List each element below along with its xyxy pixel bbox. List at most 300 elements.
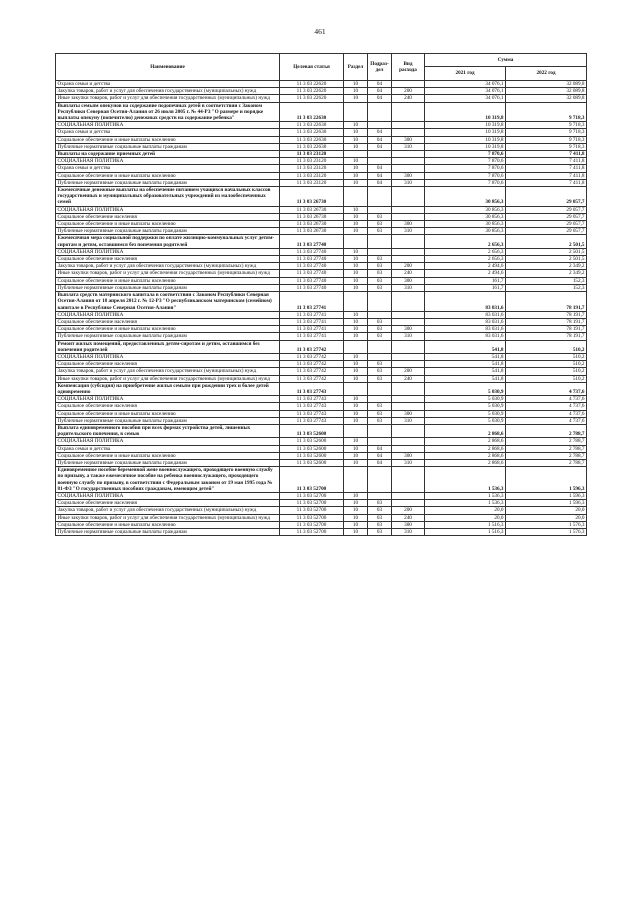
table-row bbox=[56, 417, 587, 424]
row-section: 10 bbox=[344, 514, 368, 521]
row-subsection: 03 bbox=[368, 213, 392, 220]
row-subsection: 04 bbox=[368, 129, 392, 136]
row-subsection bbox=[368, 248, 392, 255]
row-expense-type: 240 bbox=[392, 514, 425, 521]
row-sum-2022: 510,2 bbox=[506, 353, 587, 360]
header-section: Раздел bbox=[344, 54, 368, 81]
row-section: 10 bbox=[344, 284, 368, 291]
row-expense-type: 310 bbox=[392, 284, 425, 291]
row-sum-2021: 20,0 bbox=[425, 514, 506, 521]
row-sum-2021: 541,8 bbox=[425, 375, 506, 382]
row-sum-2021: 541,8 bbox=[425, 340, 506, 353]
row-name: Закупка товаров, работ и услуг для обеспечения государственных (муниципальных) нужд bbox=[56, 263, 280, 270]
row-expense-type bbox=[392, 248, 425, 255]
row-expense-type: 200 bbox=[392, 263, 425, 270]
row-section bbox=[344, 187, 368, 207]
row-sum-2022: 2 788,7 bbox=[506, 452, 587, 459]
table-row bbox=[56, 438, 587, 445]
table-row bbox=[56, 459, 587, 466]
row-sum-2022: 32 089,8 bbox=[506, 95, 587, 102]
row-section: 10 bbox=[344, 213, 368, 220]
row-expense-type: 300 bbox=[392, 410, 425, 417]
row-subsection: 03 bbox=[368, 221, 392, 228]
row-section: 10 bbox=[344, 143, 368, 150]
row-sum-2021: 2 494,6 bbox=[425, 270, 506, 277]
table-row bbox=[56, 136, 587, 143]
row-expense-type: 300 bbox=[392, 452, 425, 459]
table-row bbox=[56, 102, 587, 122]
page-number: 461 bbox=[314, 27, 326, 36]
row-section: 10 bbox=[344, 452, 368, 459]
row-target-article: 11 3 03 23120 bbox=[280, 179, 344, 186]
row-sum-2022: 1 596,3 bbox=[506, 467, 587, 493]
row-expense-type bbox=[392, 403, 425, 410]
row-subsection: 03 bbox=[368, 284, 392, 291]
row-sum-2021: 7 870,6 bbox=[425, 165, 506, 172]
row-subsection: 04 bbox=[368, 445, 392, 452]
header-sum: Сумма bbox=[425, 54, 587, 67]
row-subsection: 04 bbox=[368, 143, 392, 150]
row-sum-2022: 78 191,7 bbox=[506, 292, 587, 312]
row-target-article: 11 3 03 27742 bbox=[280, 368, 344, 375]
row-subsection: 03 bbox=[368, 326, 392, 333]
row-sum-2022: 29 057,7 bbox=[506, 221, 587, 228]
row-target-article: 11 3 03 52700 bbox=[280, 529, 344, 536]
row-section: 10 bbox=[344, 410, 368, 417]
row-target-article: 11 3 03 27742 bbox=[280, 375, 344, 382]
row-subsection: 04 bbox=[368, 165, 392, 172]
row-sum-2021: 34 076,1 bbox=[425, 88, 506, 95]
row-expense-type bbox=[392, 102, 425, 122]
row-target-article: 11 3 03 22620 bbox=[280, 95, 344, 102]
table-row bbox=[56, 284, 587, 291]
row-section: 10 bbox=[344, 529, 368, 536]
row-target-article: 11 3 03 26730 bbox=[280, 221, 344, 228]
row-expense-type: 300 bbox=[392, 521, 425, 528]
row-sum-2022: 4 737,6 bbox=[506, 396, 587, 403]
row-name: Закупка товаров, работ и услуг для обеспечения государственных (муниципальных) нужд bbox=[56, 368, 280, 375]
row-sum-2022: 7 411,8 bbox=[506, 165, 587, 172]
table-row bbox=[56, 248, 587, 255]
row-expense-type bbox=[392, 122, 425, 129]
row-name: Социальное обеспечение населения bbox=[56, 213, 280, 220]
row-section: 10 bbox=[344, 396, 368, 403]
row-expense-type bbox=[392, 187, 425, 207]
row-section: 10 bbox=[344, 206, 368, 213]
table-row bbox=[56, 467, 587, 493]
row-target-article: 11 3 03 22620 bbox=[280, 88, 344, 95]
row-subsection: 04 bbox=[368, 179, 392, 186]
row-section: 10 bbox=[344, 353, 368, 360]
row-target-article: 11 3 03 22630 bbox=[280, 122, 344, 129]
row-sum-2021: 5 030,9 bbox=[425, 396, 506, 403]
row-expense-type bbox=[392, 353, 425, 360]
row-section: 10 bbox=[344, 507, 368, 514]
row-sum-2021: 1 516,3 bbox=[425, 529, 506, 536]
row-expense-type: 240 bbox=[392, 375, 425, 382]
row-sum-2022: 29 057,7 bbox=[506, 213, 587, 220]
row-target-article: 11 3 03 22630 bbox=[280, 143, 344, 150]
row-subsection: 04 bbox=[368, 88, 392, 95]
row-target-article: 11 3 03 22630 bbox=[280, 129, 344, 136]
row-sum-2021: 30 856,3 bbox=[425, 206, 506, 213]
row-name: СОЦИАЛЬНАЯ ПОЛИТИКА bbox=[56, 353, 280, 360]
row-sum-2022: 2 788,7 bbox=[506, 424, 587, 437]
row-sum-2021: 83 031,6 bbox=[425, 333, 506, 340]
row-target-article: 11 3 03 27742 bbox=[280, 361, 344, 368]
row-sum-2021: 2 656,3 bbox=[425, 256, 506, 263]
row-name: Публичные нормативные социальные выплаты гражданам bbox=[56, 143, 280, 150]
row-subsection: 03 bbox=[368, 270, 392, 277]
table-row bbox=[56, 277, 587, 284]
row-name: Публичные нормативные социальные выплаты гражданам bbox=[56, 333, 280, 340]
table-row bbox=[56, 340, 587, 353]
row-subsection: 03 bbox=[368, 256, 392, 263]
table-row bbox=[56, 492, 587, 499]
table-row bbox=[56, 187, 587, 207]
row-subsection: 03 bbox=[368, 417, 392, 424]
row-name: Социальное обеспечение и иные выплаты населению bbox=[56, 277, 280, 284]
row-expense-type bbox=[392, 81, 425, 88]
table-row bbox=[56, 403, 587, 410]
row-expense-type bbox=[392, 129, 425, 136]
row-sum-2021: 30 856,3 bbox=[425, 221, 506, 228]
row-target-article: 11 3 03 27742 bbox=[280, 340, 344, 353]
row-name: Компенсация (субсидия) на приобретение жилья семьям при рождении трех и более детей одновременно bbox=[56, 382, 280, 395]
row-section: 10 bbox=[344, 459, 368, 466]
row-sum-2022: 9 718,3 bbox=[506, 122, 587, 129]
row-sum-2022: 510,2 bbox=[506, 361, 587, 368]
row-sum-2021: 541,8 bbox=[425, 361, 506, 368]
table-row bbox=[56, 361, 587, 368]
table-row bbox=[56, 514, 587, 521]
row-subsection bbox=[368, 187, 392, 207]
row-section: 10 bbox=[344, 81, 368, 88]
row-name: Иные закупки товаров, работ и услуг для обеспечения государственных (муниципальных) нужд bbox=[56, 375, 280, 382]
row-expense-type: 310 bbox=[392, 333, 425, 340]
budget-table bbox=[55, 53, 587, 536]
row-name: Ежемесячные денежные выплаты на обеспечение питанием учащихся начальных классов государственных и муниципальных образовательных учреждений из малообеспеченных семей bbox=[56, 187, 280, 207]
row-section bbox=[344, 102, 368, 122]
row-name: Социальное обеспечение и иные выплаты населению bbox=[56, 172, 280, 179]
row-section bbox=[344, 382, 368, 395]
row-sum-2021: 34 076,1 bbox=[425, 95, 506, 102]
row-target-article: 11 3 03 23120 bbox=[280, 172, 344, 179]
row-expense-type: 310 bbox=[392, 179, 425, 186]
table-row bbox=[56, 318, 587, 325]
row-sum-2021: 10 319,8 bbox=[425, 122, 506, 129]
row-name: Охрана семьи и детства bbox=[56, 445, 280, 452]
row-name: СОЦИАЛЬНАЯ ПОЛИТИКА bbox=[56, 158, 280, 165]
row-subsection: 03 bbox=[368, 375, 392, 382]
row-name: Ремонт жилых помещений, предоставленных детям-сиротам и детям, оставшимся без попечения родителей bbox=[56, 340, 280, 353]
row-name: СОЦИАЛЬНАЯ ПОЛИТИКА bbox=[56, 492, 280, 499]
row-target-article: 11 3 03 22630 bbox=[280, 102, 344, 122]
table-row bbox=[56, 507, 587, 514]
row-target-article: 11 3 03 26730 bbox=[280, 206, 344, 213]
row-subsection: 03 bbox=[368, 368, 392, 375]
row-target-article: 11 3 03 27743 bbox=[280, 403, 344, 410]
row-sum-2021: 5 030,9 bbox=[425, 410, 506, 417]
table-row bbox=[56, 424, 587, 437]
row-target-article: 11 3 03 27741 bbox=[280, 318, 344, 325]
row-name: СОЦИАЛЬНАЯ ПОЛИТИКА bbox=[56, 396, 280, 403]
row-expense-type: 240 bbox=[392, 270, 425, 277]
header-name: Наименование bbox=[56, 54, 280, 81]
row-expense-type bbox=[392, 445, 425, 452]
row-target-article: 11 3 03 27743 bbox=[280, 396, 344, 403]
row-sum-2022: 9 718,3 bbox=[506, 136, 587, 143]
row-name: Социальное обеспечение населения bbox=[56, 318, 280, 325]
row-target-article: 11 3 03 27740 bbox=[280, 277, 344, 284]
row-name: Выплата средств материнского капитала в соответствии с Законом Республики Северная Осетия-Алания от 18 апреля 2012 г. № 12-РЗ "О республиканском материнском (семейном) капитале в Республике Северная Осетия-Алания" bbox=[56, 292, 280, 312]
row-section: 10 bbox=[344, 417, 368, 424]
row-sum-2021: 2 868,6 bbox=[425, 438, 506, 445]
row-expense-type: 310 bbox=[392, 228, 425, 235]
row-section: 10 bbox=[344, 228, 368, 235]
row-subsection: 03 bbox=[368, 361, 392, 368]
table-row bbox=[56, 235, 587, 248]
table-row bbox=[56, 256, 587, 263]
row-sum-2022: 29 057,7 bbox=[506, 187, 587, 207]
row-sum-2022: 2 501,5 bbox=[506, 248, 587, 255]
table-row bbox=[56, 88, 587, 95]
row-subsection: 04 bbox=[368, 172, 392, 179]
row-expense-type: 200 bbox=[392, 88, 425, 95]
row-sum-2022: 4 737,6 bbox=[506, 403, 587, 410]
row-expense-type: 310 bbox=[392, 529, 425, 536]
row-subsection: 03 bbox=[368, 514, 392, 521]
table-body bbox=[56, 81, 587, 536]
row-expense-type bbox=[392, 396, 425, 403]
row-sum-2021: 30 856,3 bbox=[425, 213, 506, 220]
row-section: 10 bbox=[344, 158, 368, 165]
row-name: Социальное обеспечение и иные выплаты населению bbox=[56, 136, 280, 143]
row-expense-type: 300 bbox=[392, 221, 425, 228]
row-sum-2021: 10 319,8 bbox=[425, 136, 506, 143]
row-section: 10 bbox=[344, 492, 368, 499]
row-sum-2022: 7 411,8 bbox=[506, 179, 587, 186]
row-expense-type bbox=[392, 151, 425, 158]
row-name: Ежемесячная мера социальной поддержки по оплате жилищно-коммунальных услуг детям-сиротам и детям, оставшимся без попечения родителей bbox=[56, 235, 280, 248]
row-target-article: 11 3 03 52600 bbox=[280, 445, 344, 452]
table-row bbox=[56, 206, 587, 213]
row-sum-2021: 5 030,9 bbox=[425, 403, 506, 410]
row-expense-type: 200 bbox=[392, 368, 425, 375]
row-subsection bbox=[368, 340, 392, 353]
row-sum-2022: 510,2 bbox=[506, 368, 587, 375]
row-expense-type: 310 bbox=[392, 417, 425, 424]
row-subsection bbox=[368, 311, 392, 318]
table-row bbox=[56, 382, 587, 395]
row-name: СОЦИАЛЬНАЯ ПОЛИТИКА bbox=[56, 311, 280, 318]
row-sum-2022: 152,3 bbox=[506, 284, 587, 291]
header-year-2022: 2022 год bbox=[506, 67, 587, 81]
row-target-article: 11 3 03 27742 bbox=[280, 353, 344, 360]
table-row bbox=[56, 263, 587, 270]
row-expense-type bbox=[392, 213, 425, 220]
row-target-article: 11 3 03 27741 bbox=[280, 333, 344, 340]
row-subsection: 03 bbox=[368, 333, 392, 340]
row-subsection bbox=[368, 102, 392, 122]
row-sum-2022: 7 411,8 bbox=[506, 172, 587, 179]
header-target-article: Целевая статья bbox=[280, 54, 344, 81]
row-target-article: 11 3 03 52600 bbox=[280, 424, 344, 437]
row-expense-type bbox=[392, 165, 425, 172]
row-subsection: 03 bbox=[368, 500, 392, 507]
row-sum-2022: 1 596,3 bbox=[506, 500, 587, 507]
row-expense-type bbox=[392, 318, 425, 325]
row-sum-2022: 9 718,3 bbox=[506, 143, 587, 150]
table-row bbox=[56, 122, 587, 129]
row-name: Закупка товаров, работ и услуг для обеспечения государственных (муниципальных) нужд bbox=[56, 88, 280, 95]
row-name: Публичные нормативные социальные выплаты гражданам bbox=[56, 179, 280, 186]
row-sum-2021: 2 494,6 bbox=[425, 263, 506, 270]
row-name: Публичные нормативные социальные выплаты гражданам bbox=[56, 529, 280, 536]
row-name: Охрана семьи и детства bbox=[56, 165, 280, 172]
row-sum-2022: 2 501,5 bbox=[506, 235, 587, 248]
table-row bbox=[56, 529, 587, 536]
row-section: 10 bbox=[344, 256, 368, 263]
row-section: 10 bbox=[344, 361, 368, 368]
row-section: 10 bbox=[344, 311, 368, 318]
row-subsection: 04 bbox=[368, 452, 392, 459]
row-sum-2021: 5 030,9 bbox=[425, 417, 506, 424]
table-row bbox=[56, 221, 587, 228]
row-expense-type: 300 bbox=[392, 172, 425, 179]
table-row bbox=[56, 452, 587, 459]
row-subsection: 03 bbox=[368, 529, 392, 536]
row-sum-2021: 83 031,6 bbox=[425, 292, 506, 312]
row-sum-2021: 7 870,6 bbox=[425, 172, 506, 179]
row-sum-2022: 2 349,2 bbox=[506, 270, 587, 277]
row-name: Социальное обеспечение населения bbox=[56, 256, 280, 263]
row-subsection: 03 bbox=[368, 318, 392, 325]
row-target-article: 11 3 03 27743 bbox=[280, 382, 344, 395]
row-sum-2021: 20,0 bbox=[425, 507, 506, 514]
row-expense-type bbox=[392, 292, 425, 312]
row-sum-2022: 2 501,5 bbox=[506, 256, 587, 263]
row-target-article: 11 3 03 27741 bbox=[280, 326, 344, 333]
row-name: Социальное обеспечение и иные выплаты населению bbox=[56, 410, 280, 417]
table-row bbox=[56, 95, 587, 102]
row-name: Публичные нормативные социальные выплаты гражданам bbox=[56, 417, 280, 424]
row-sum-2021: 34 076,1 bbox=[425, 81, 506, 88]
row-name: Охрана семьи и детства bbox=[56, 129, 280, 136]
row-sum-2022: 7 411,8 bbox=[506, 151, 587, 158]
row-expense-type: 310 bbox=[392, 459, 425, 466]
row-target-article: 11 3 03 27743 bbox=[280, 417, 344, 424]
row-sum-2021: 7 870,6 bbox=[425, 179, 506, 186]
row-subsection: 03 bbox=[368, 277, 392, 284]
row-name: Публичные нормативные социальные выплаты гражданам bbox=[56, 284, 280, 291]
row-sum-2021: 2 868,6 bbox=[425, 445, 506, 452]
row-sum-2022: 1 576,3 bbox=[506, 529, 587, 536]
row-expense-type bbox=[392, 467, 425, 493]
row-target-article: 11 3 03 52700 bbox=[280, 514, 344, 521]
row-target-article: 11 3 03 27741 bbox=[280, 311, 344, 318]
row-sum-2021: 1 536,3 bbox=[425, 467, 506, 493]
row-name: СОЦИАЛЬНАЯ ПОЛИТИКА bbox=[56, 122, 280, 129]
row-section: 10 bbox=[344, 221, 368, 228]
row-subsection bbox=[368, 235, 392, 248]
table-row bbox=[56, 143, 587, 150]
row-sum-2022: 510,2 bbox=[506, 340, 587, 353]
row-sum-2021: 2 868,6 bbox=[425, 459, 506, 466]
row-sum-2021: 30 856,3 bbox=[425, 228, 506, 235]
table-row bbox=[56, 213, 587, 220]
row-name: Закупка товаров, работ и услуг для обеспечения государственных (муниципальных) нужд bbox=[56, 507, 280, 514]
row-target-article: 11 3 03 27741 bbox=[280, 292, 344, 312]
table-row bbox=[56, 311, 587, 318]
row-subsection: 04 bbox=[368, 136, 392, 143]
row-section: 10 bbox=[344, 270, 368, 277]
row-sum-2022: 78 191,7 bbox=[506, 326, 587, 333]
row-sum-2022: 29 057,7 bbox=[506, 206, 587, 213]
row-section: 10 bbox=[344, 438, 368, 445]
table-row bbox=[56, 179, 587, 186]
row-section: 10 bbox=[344, 172, 368, 179]
row-subsection bbox=[368, 353, 392, 360]
row-expense-type bbox=[392, 500, 425, 507]
row-section bbox=[344, 292, 368, 312]
row-sum-2021: 2 868,6 bbox=[425, 424, 506, 437]
row-subsection bbox=[368, 467, 392, 493]
row-subsection: 04 bbox=[368, 95, 392, 102]
row-expense-type: 300 bbox=[392, 277, 425, 284]
row-sum-2021: 5 030,9 bbox=[425, 382, 506, 395]
table-row bbox=[56, 81, 587, 88]
row-target-article: 11 3 03 27740 bbox=[280, 235, 344, 248]
row-expense-type bbox=[392, 361, 425, 368]
row-sum-2022: 29 057,7 bbox=[506, 228, 587, 235]
row-section: 10 bbox=[344, 318, 368, 325]
row-section: 10 bbox=[344, 326, 368, 333]
row-sum-2022: 9 718,3 bbox=[506, 129, 587, 136]
row-sum-2022: 2 349,2 bbox=[506, 263, 587, 270]
row-sum-2021: 2 656,3 bbox=[425, 248, 506, 255]
table-row bbox=[56, 172, 587, 179]
row-sum-2022: 9 718,3 bbox=[506, 102, 587, 122]
row-subsection: 03 bbox=[368, 507, 392, 514]
row-expense-type bbox=[392, 438, 425, 445]
row-sum-2022: 4 737,6 bbox=[506, 417, 587, 424]
row-section: 10 bbox=[344, 122, 368, 129]
row-target-article: 11 3 03 23120 bbox=[280, 158, 344, 165]
row-sum-2022: 78 191,7 bbox=[506, 333, 587, 340]
row-sum-2022: 4 737,6 bbox=[506, 382, 587, 395]
row-sum-2021: 30 856,3 bbox=[425, 187, 506, 207]
table-row bbox=[56, 228, 587, 235]
row-section: 10 bbox=[344, 263, 368, 270]
row-target-article: 11 3 03 52700 bbox=[280, 492, 344, 499]
row-sum-2022: 20,0 bbox=[506, 507, 587, 514]
row-name: Социальное обеспечение и иные выплаты населению bbox=[56, 221, 280, 228]
table-row bbox=[56, 270, 587, 277]
table-row bbox=[56, 500, 587, 507]
row-expense-type bbox=[392, 382, 425, 395]
row-name: Социальное обеспечение населения bbox=[56, 361, 280, 368]
row-section: 10 bbox=[344, 95, 368, 102]
row-target-article: 11 3 03 27743 bbox=[280, 410, 344, 417]
row-target-article: 11 3 03 26730 bbox=[280, 187, 344, 207]
row-sum-2021: 161,7 bbox=[425, 277, 506, 284]
table-row bbox=[56, 165, 587, 172]
row-section: 10 bbox=[344, 179, 368, 186]
row-name: Публичные нормативные социальные выплаты гражданам bbox=[56, 228, 280, 235]
row-section: 10 bbox=[344, 129, 368, 136]
row-expense-type bbox=[392, 424, 425, 437]
